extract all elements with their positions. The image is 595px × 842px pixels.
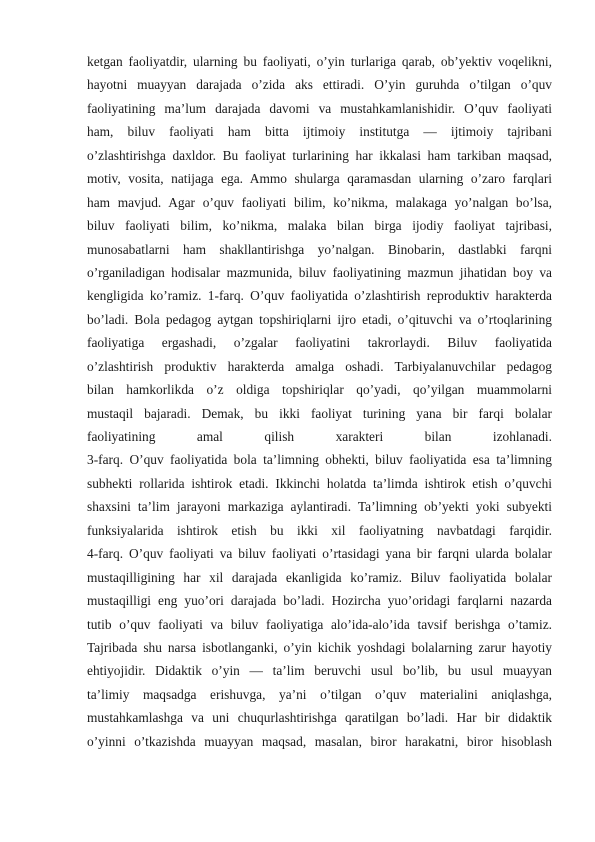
text-line: kengligida ko’ramiz. 1-farq. O’quv faoliyatida o’zlashtirish reproduktiv harakterda <box>87 288 552 304</box>
text-line: mustaqil bajaradi. Demak, bu ikki faoliyat turining yana bir farqi bolalar <box>87 405 552 421</box>
text-line: ketgan faoliyatdir, ularning bu faoliyati, o’yin turlariga qarab, ob’yektiv voqelikni, <box>87 54 552 69</box>
text-line: faoliyatining ma’lum darajada davomi va mustahkamlanishidir. O’quv faoliyati <box>87 100 552 116</box>
text-line: mustaqilligi eng yuo’ori darajada bo’ladi. Hozircha yuo’oridagi farqlarni nazarda <box>87 593 552 609</box>
text-line: faoliyatining amal qilish xarakteri bilan izohlanadi. <box>87 429 552 444</box>
text-line: mustahkamlashga va uni chuqurlashtirishga qaratilgan bo’ladi. Har bir didaktik <box>87 710 552 726</box>
text-line: Tajribada shu narsa isbotlanganki, o’yin kichik yoshdagi bolalarning zarur hayotiy <box>87 639 552 655</box>
text-line: o’yinni o’tkazishda muayyan maqsad, masalan, biror harakatni, biror hisoblash <box>87 733 552 749</box>
text-line: ham, biluv faoliyati ham bitta ijtimoiy institutga — ijtimoiy tajribani <box>87 124 552 140</box>
text-line: bo’ladi. Bola pedagog aytgan topshiriqlarni ijro etadi, o’qituvchi va o’rtoqlarining <box>87 311 552 327</box>
text-line: 3-farq. O’quv faoliyatida bola ta’limning obhekti, biluv faoliyatida esa ta’limning <box>87 452 552 468</box>
document-page <box>87 50 552 753</box>
text-line: ehtiyojidir. Didaktik o’yin — ta’lim beruvchi usul bo’lib, bu usul muayyan <box>87 663 552 679</box>
text-line: 4-farq. O’quv faoliyati va biluv faoliyati o’rtasidagi yana bir farqni ularda bolalar <box>87 546 552 562</box>
text-line: hayotni muayyan darajada o’zida aks ettiradi. O’yin guruhda o’tilgan o’quv <box>87 77 552 93</box>
text-line: tutib o’quv faoliyati va biluv faoliyatiga alo’ida-alo’ida tavsif berishga o’tamiz. <box>87 616 552 632</box>
text-line: ham mavjud. Agar o’quv faoliyati bilim, ko’nikma, malakaga yo’nalgan bo’lsa, <box>87 194 552 210</box>
text-line: ta’limiy maqsadga erishuvga, ya’ni o’tilgan o’quv materialini aniqlashga, <box>87 686 552 702</box>
text-line: shaxsini ta’lim jarayoni markaziga aylantiradi. Ta’limning ob’yekti yoki subyekti <box>87 499 552 515</box>
text-line: motiv, vosita, natijaga ega. Ammo shularga qaramasdan ularning o’zaro farqlari <box>87 171 552 187</box>
text-line: bilan hamkorlikda o’z oldiga topshiriqlar qo’yadi, qo’yilgan muammolarni <box>87 382 552 398</box>
text-line: munosabatlarni ham shakllantirishga yo’nalgan. Binobarin, dastlabki farqni <box>87 241 552 257</box>
text-line: faoliyatiga ergashadi, o’zgalar faoliyatini takrorlaydi. Biluv faoliyatida <box>87 335 552 351</box>
text-line: o’zlashtirishga daxldor. Bu faoliyat turlarining har ikkalasi ham tarkiban maqsad, <box>87 147 552 163</box>
text-line: biluv faoliyati bilim, ko’nikma, malaka bilan birga ijodiy faoliyat tajribasi, <box>87 218 552 234</box>
text-line: funksiyalarida ishtirok etish bu ikki xil faoliyatning navbatdagi farqidir. <box>87 522 552 538</box>
text-line: mustaqilligining har xil darajada ekanligida ko’ramiz. Biluv faoliyatida bolalar <box>87 569 552 585</box>
text-line: o’rganiladigan hodisalar mazmunida, biluv faoliyatining mazmun jihatidan boy va <box>87 264 552 280</box>
text-line: subhekti rollarida ishtirok etadi. Ikkinchi holatda ta’limda ishtirok etish o’quvchi <box>87 475 552 491</box>
text-line: o’zlashtirish produktiv harakterda amalga oshadi. Tarbiyalanuvchilar pedagog <box>87 358 552 374</box>
